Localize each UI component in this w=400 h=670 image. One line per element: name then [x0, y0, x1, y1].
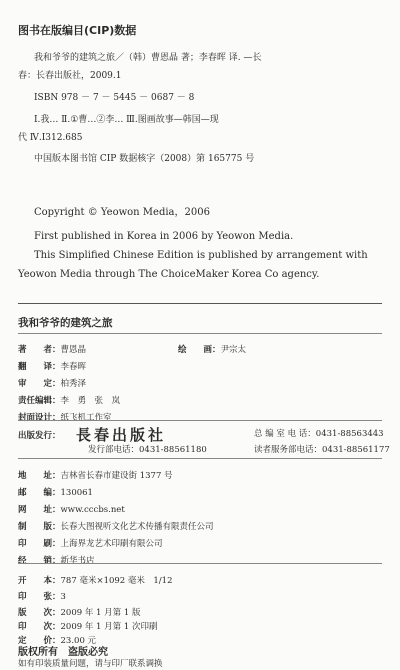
cip-heading: 图书在版编目(CIP)数据 [18, 24, 137, 37]
spec-format: 开 本：787 毫米×1092 毫米 1/12 [18, 576, 173, 586]
copyright-line: Yeowon Media through The ChoiceMaker Korea Co agency. [18, 269, 320, 280]
publisher-postcode: 邮 编：130061 [18, 488, 93, 498]
spec-edition: 版 次：2009 年 1 月第 1 版 [18, 608, 141, 618]
print-quality-note: 如有印装质量问题，请与印厂联系调换 [18, 659, 163, 669]
production-house: 制 版：长春大图视听文化艺术传播有限责任公司 [18, 522, 214, 532]
divider [18, 458, 382, 459]
copyright-line: First published in Korea in 2006 by Yeowon Media. [34, 231, 294, 242]
credit-reviewer: 审 定：柏秀泽 [18, 379, 87, 389]
printer: 印 刷：上海界龙艺术印刷有限公司 [18, 539, 163, 549]
divider [18, 420, 382, 421]
divider [18, 563, 382, 564]
credit-author: 著 者：曹恩晶 [18, 345, 87, 355]
reader-service-phone: 读者服务部电话：0431-88561177 [254, 445, 390, 455]
copyright-line: Copyright © Yeowon Media，2006 [34, 207, 210, 218]
spec-sheets: 印 张：3 [18, 592, 66, 602]
credit-cover-design: 封面设计：纸飞机工作室 [18, 413, 112, 423]
spec-impression: 印 次：2009 年 1 月第 1 次印刷 [18, 622, 158, 632]
cip-line: Ⅰ.我… Ⅱ.①曹…②李… Ⅲ.图画故事—韩国—现 [34, 115, 219, 125]
cip-record-number: 中国版本图书馆 CIP 数据核字（2008）第 165775 号 [34, 154, 255, 164]
publisher-label: 出版发行： [18, 431, 61, 441]
distributor: 经 销：新华书店 [18, 556, 95, 566]
divider [18, 303, 382, 304]
cip-line: 春：长春出版社，2009.1 [18, 71, 122, 81]
credit-editors: 责任编辑：李 勇 张 岚 [18, 396, 121, 406]
cip-isbn: ISBN 978 － 7 － 5445 － 0687 － 8 [34, 93, 195, 103]
cip-line: 代 Ⅳ.I312.685 [18, 133, 83, 143]
publisher-website: 网 址：www.cccbs.net [18, 505, 125, 515]
cip-line: 我和爷爷的建筑之旅／（韩）曹恩晶 著；李春晖 译. —长 [34, 53, 262, 63]
publisher-address: 地 址：吉林省长春市建设街 1377 号 [18, 471, 173, 481]
credit-translator: 翻 译：李春晖 [18, 362, 87, 372]
spec-price: 定 价：23.00 元 [18, 636, 97, 646]
editorial-phone: 总 编 室 电 话：0431-88563443 [254, 429, 384, 439]
book-title: 我和爷爷的建筑之旅 [18, 317, 113, 329]
distribution-phone: 发行部电话：0431-88561180 [88, 445, 207, 455]
credit-illustrator: 绘 画：尹宗太 [178, 345, 247, 355]
publisher-logo: 長春出版社 [76, 426, 167, 444]
divider [18, 333, 382, 334]
copyright-line: This Simplified Chinese Edition is published by arrangement with [34, 250, 368, 261]
rights-notice: 版权所有 盗版必究 [18, 647, 108, 658]
